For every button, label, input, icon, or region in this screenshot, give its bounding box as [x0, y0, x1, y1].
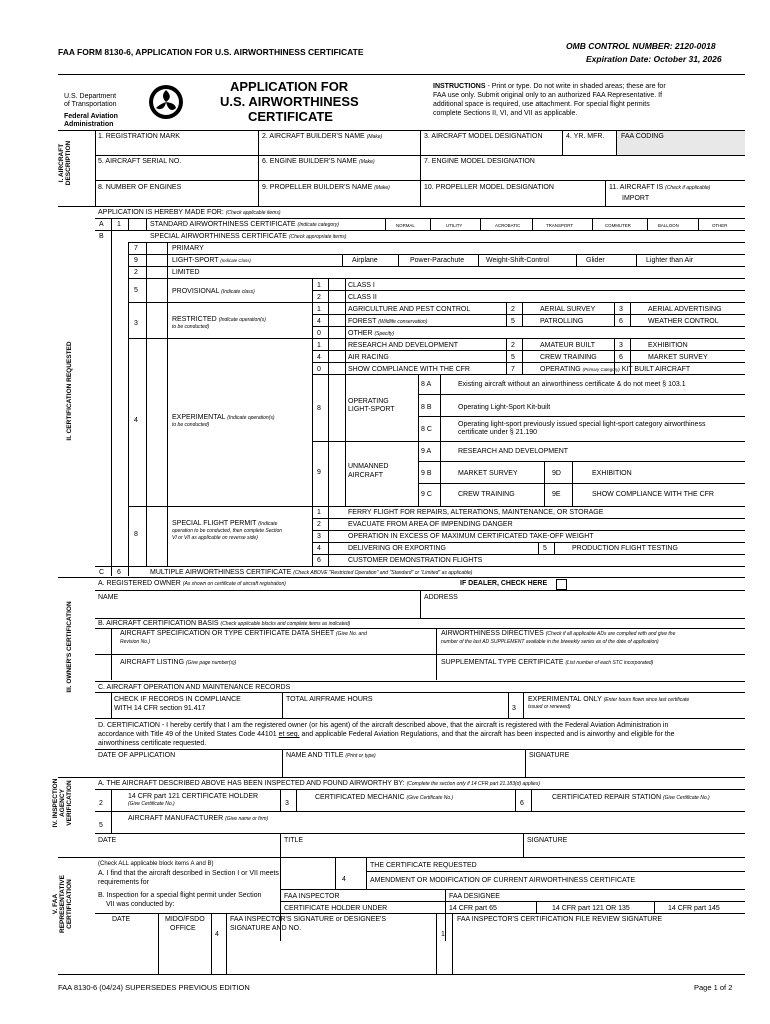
class-lighter-than-air[interactable]: Lighter than Air: [646, 257, 694, 264]
number-engines-field[interactable]: 8. NUMBER OF ENGINES: [98, 184, 182, 191]
certificated-repair-station[interactable]: CERTIFICATED REPAIR STATION (Give Certificate No.): [552, 794, 710, 801]
section-owner-label: III. OWNER'S CERTIFICATION: [66, 601, 73, 693]
supplemental-type-certificate[interactable]: SUPPLEMENTAL TYPE CERTIFICATE (List number of each STC incorporated): [441, 659, 654, 666]
inspected-by-text: A. THE AIRCRAFT DESCRIBED ABOVE HAS BEEN INSPECTED AND FOUND AIRWORTHY BY: (Complete the section only if 14 CFR part 21.183(d) applies): [98, 780, 541, 787]
operating-kit-built[interactable]: OPERATING (Primary Category) KIT BUILT AIRCRAFT: [540, 366, 691, 373]
model-designation-field[interactable]: 3. AIRCRAFT MODEL DESIGNATION: [424, 133, 543, 140]
if-dealer-label: IF DEALER, CHECK HERE: [460, 580, 548, 587]
certification-basis: B. AIRCRAFT CERTIFICATION BASIS (Check applicable blocks and complete items as indicated): [98, 620, 351, 627]
builder-name-field[interactable]: 2. AIRCRAFT BUILDER'S NAME (Make): [262, 133, 383, 140]
instructions: INSTRUCTIONS - Print or type. Do not write in shaded areas; these are for: [433, 83, 666, 90]
aircraft-listing[interactable]: AIRCRAFT LISTING (Give page number(s)): [120, 659, 237, 666]
faa-coding: FAA CODING: [621, 133, 664, 140]
weather-control[interactable]: WEATHER CONTROL: [648, 318, 719, 325]
form-title: FAA FORM 8130-6, APPLICATION FOR U.S. AIRWORTHINESS CERTIFICATE: [58, 47, 364, 57]
patrolling[interactable]: PATROLLING: [540, 318, 584, 325]
market-survey[interactable]: MARKET SURVEY: [648, 354, 708, 361]
class-power-parachute[interactable]: Power-Parachute: [410, 257, 465, 264]
owner-certification-text: D. CERTIFICATION - I hereby certify that I am the registered owner (or his agent) of the aircraft described above, that the aircraft is registered with the Federal Aviation Administration in: [98, 722, 669, 729]
class-i[interactable]: CLASS I: [348, 282, 375, 289]
operation-records: C. AIRCRAFT OPERATION AND MAINTENANCE RECORDS: [98, 684, 291, 691]
category-commuter[interactable]: COMMUTER: [605, 223, 631, 228]
provisional-option[interactable]: PROVISIONAL (Indicate class): [172, 288, 255, 295]
experimental-option[interactable]: EXPERIMENTAL (Indicate operation(s): [172, 414, 275, 421]
class-glider[interactable]: Glider: [586, 257, 605, 264]
amateur-built[interactable]: AMATEUR BUILT: [540, 342, 595, 349]
special-certificate[interactable]: SPECIAL AIRWORTHINESS CERTIFICATE (Check appropriate items): [150, 233, 347, 240]
agriculture-pest[interactable]: AGRICULTURE AND PEST CONTROL: [348, 306, 471, 313]
registration-mark-field[interactable]: 1. REGISTRATION MARK: [98, 133, 180, 140]
app-title: APPLICATION FOR: [230, 79, 349, 94]
exhibition[interactable]: EXHIBITION: [648, 342, 688, 349]
limited-option[interactable]: LIMITED: [172, 269, 200, 276]
unmanned-aircraft: UNMANNED: [348, 463, 389, 470]
part-145-option[interactable]: 14 CFR part 145: [668, 905, 720, 912]
option-a[interactable]: A: [99, 221, 104, 228]
airworthiness-directives[interactable]: AIRWORTHINESS DIRECTIVES (Check if all applicable ADs are complied with and give the: [441, 630, 676, 637]
yr-mfr-field[interactable]: 4. YR. MFR.: [566, 133, 605, 140]
category-normal[interactable]: NORMAL: [396, 223, 415, 228]
faa-inspector-option[interactable]: FAA INSPECTOR: [284, 893, 340, 900]
inspection-signature-field[interactable]: SIGNATURE: [527, 837, 568, 844]
delivering-exporting[interactable]: DELIVERING OR EXPORTING: [348, 545, 446, 552]
registered-owner: A. REGISTERED OWNER (As shown on certificate of aircraft registration): [98, 580, 286, 587]
crew-training[interactable]: CREW TRAINING: [540, 354, 597, 361]
special-flight-permit[interactable]: SPECIAL FLIGHT PERMIT (Indicate: [172, 520, 278, 527]
dot-logo-icon: [148, 84, 184, 120]
other-specify[interactable]: OTHER (Specify): [348, 330, 395, 337]
amendment-modification[interactable]: AMENDMENT OR MODIFICATION OF CURRENT AIRWORTHINESS CERTIFICATE: [370, 877, 636, 884]
option-9e[interactable]: SHOW COMPLIANCE WITH THE CFR: [592, 491, 714, 498]
option-8c[interactable]: Operating light-sport previously issued special light-sport category airworthiness: [458, 421, 706, 428]
light-sport-option[interactable]: LIGHT-SPORT (Indicate Class): [172, 257, 251, 264]
option-9a[interactable]: RESEARCH AND DEVELOPMENT: [458, 448, 569, 455]
experimental-only-hours[interactable]: EXPERIMENTAL ONLY (Enter hours flown since last certificate: [528, 696, 690, 703]
page-number: Page 1 of 2: [694, 983, 733, 992]
part-121-holder[interactable]: 14 CFR part 121 CERTIFICATE HOLDER: [128, 793, 259, 800]
owner-name-field[interactable]: NAME: [98, 594, 119, 601]
section-faa-label: V. FAA REPRESENTATIVE CERTIFICATION: [52, 875, 73, 933]
option-9b[interactable]: MARKET SURVEY: [458, 470, 518, 477]
agency-name: Federal Aviation: [64, 113, 118, 120]
special-flight-inspection: B. Inspection for a special flight permit under Section: [98, 892, 262, 899]
inspector-signature-field[interactable]: FAA INSPECTOR'S SIGNATURE or DESIGNEE'S: [230, 916, 387, 923]
operating-light-sport: OPERATING: [348, 398, 389, 405]
class-airplane[interactable]: Airplane: [352, 257, 378, 264]
operation-excess-weight[interactable]: OPERATION IN EXCESS OF MAXIMUM CERTIFICATED TAKE-OFF WEIGHT: [348, 533, 594, 540]
date-of-application-field[interactable]: DATE OF APPLICATION: [98, 752, 176, 759]
evacuate[interactable]: EVACUATE FROM AREA OF IMPENDING DANGER: [348, 521, 513, 528]
engine-model-field[interactable]: 7. ENGINE MODEL DESIGNATION: [424, 158, 535, 165]
class-ii[interactable]: CLASS II: [348, 294, 377, 301]
omb-number: OMB CONTROL NUMBER: 2120-0018: [566, 41, 716, 51]
aircraft-is-label: 11. AIRCRAFT IS (Check if applicable): [609, 184, 711, 191]
aerial-advertising[interactable]: AERIAL ADVERTISING: [648, 306, 722, 313]
check-all-note: (Check ALL applicable block items A and B): [98, 861, 214, 867]
restricted-option[interactable]: RESTRICTED (Indicate operation(s): [172, 316, 266, 323]
aircraft-manufacturer[interactable]: AIRCRAFT MANUFACTURER (Give name or firm): [128, 815, 269, 822]
owner-address-field[interactable]: ADDRESS: [424, 594, 458, 601]
option-b[interactable]: B: [99, 233, 104, 240]
section-inspection-label: IV. INSPECTION AGENCY VERIFICATION: [52, 778, 73, 828]
engine-builder-field[interactable]: 6. ENGINE BUILDER'S NAME (Make): [262, 158, 375, 165]
show-compliance[interactable]: SHOW COMPLIANCE WITH THE CFR: [348, 366, 470, 373]
category-transport[interactable]: TRANSPORT: [546, 223, 573, 228]
section-aircraft-label: I. AIRCRAFT DESCRIPTION: [58, 140, 72, 186]
category-acrobatic[interactable]: ACROBATIC: [495, 223, 521, 228]
faa-date-field[interactable]: DATE: [112, 916, 131, 923]
standard-certificate[interactable]: STANDARD AIRWORTHINESS CERTIFICATE (Indicate category): [150, 221, 339, 228]
primary-option[interactable]: PRIMARY: [172, 245, 204, 252]
aerial-survey[interactable]: AERIAL SURVEY: [540, 306, 596, 313]
production-flight-testing[interactable]: PRODUCTION FLIGHT TESTING: [572, 545, 678, 552]
type-certificate-data-sheet[interactable]: AIRCRAFT SPECIFICATION OR TYPE CERTIFICATE DATA SHEET (Give No. and: [120, 630, 367, 637]
serial-no-field[interactable]: 5. AIRCRAFT SERIAL NO.: [98, 158, 182, 165]
ferry-flight[interactable]: FERRY FLIGHT FOR REPAIRS, ALTERATIONS, MAINTENANCE, OR STORAGE: [348, 509, 604, 516]
file-review-signature-field[interactable]: FAA INSPECTOR'S CERTIFICATION FILE REVIEW SIGNATURE: [457, 916, 663, 923]
section-certification-label: II. CERTIFICATION REQUESTED: [66, 341, 73, 441]
multiple-certificate[interactable]: MULTIPLE AIRWORTHINESS CERTIFICATE (Check ABOVE "Restricted Operation" and "Standard" or "Limited" as applicable): [150, 569, 473, 576]
part-121-135-option[interactable]: 14 CFR part 121 OR 135: [552, 905, 630, 912]
certificate-holder-under[interactable]: CERTIFICATE HOLDER UNDER: [284, 905, 388, 912]
propeller-model-field[interactable]: 10. PROPELLER MODEL DESIGNATION: [424, 184, 554, 191]
option-9d[interactable]: EXHIBITION: [592, 470, 632, 477]
owner-signature-field[interactable]: SIGNATURE: [529, 752, 570, 759]
inspection-date-field[interactable]: DATE: [98, 837, 117, 844]
import-checkbox[interactable]: IMPORT: [622, 195, 650, 202]
form-edition: FAA 8130-6 (04/24) SUPERSEDES PREVIOUS EDITION: [58, 983, 250, 992]
dept-name: U.S. Department: [64, 93, 117, 100]
dealer-checkbox[interactable]: [556, 579, 567, 590]
option-8a[interactable]: Existing aircraft without an airworthiness certificate & do not meet § 103.1: [458, 381, 686, 388]
class-weight-shift[interactable]: Weight-Shift-Control: [486, 257, 549, 264]
forest[interactable]: FOREST (Wildlife conservation): [348, 318, 428, 325]
name-title-field[interactable]: NAME AND TITLE (Print or type): [286, 752, 376, 759]
certificated-mechanic[interactable]: CERTIFICATED MECHANIC (Give Certificate No.): [315, 794, 454, 801]
application-made-for: APPLICATION IS HEREBY MADE FOR: (Check applicable items): [98, 209, 281, 216]
part-65-option[interactable]: 14 CFR part 65: [449, 905, 497, 912]
option-9c[interactable]: CREW TRAINING: [458, 491, 515, 498]
category-utility[interactable]: UTILITY: [446, 223, 463, 228]
mido-fsdo-office-field[interactable]: MIDO/FSDO: [165, 916, 205, 923]
faa-designee-option[interactable]: FAA DESIGNEE: [449, 893, 500, 900]
category-balloon[interactable]: BALLOON: [658, 223, 679, 228]
records-compliance[interactable]: CHECK IF RECORDS IN COMPLIANCE: [114, 696, 241, 703]
expiration-date: Expiration Date: October 31, 2026: [586, 54, 722, 64]
inspection-title-field[interactable]: TITLE: [284, 837, 304, 844]
category-other[interactable]: OTHER: [712, 223, 728, 228]
certificate-requested[interactable]: THE CERTIFICATE REQUESTED: [370, 862, 477, 869]
option-8b[interactable]: Operating Light-Sport Kit-built: [458, 404, 551, 411]
customer-demo[interactable]: CUSTOMER DEMONSTRATION FLIGHTS: [348, 557, 483, 564]
option-c[interactable]: C: [99, 569, 105, 576]
total-airframe-hours[interactable]: TOTAL AIRFRAME HOURS: [286, 696, 373, 703]
faa-find-text: A. I find that the aircraft described in Section I or VII meets: [98, 870, 279, 877]
propeller-builder-field[interactable]: 9. PROPELLER BUILDER'S NAME (Make): [262, 184, 390, 191]
research-development[interactable]: RESEARCH AND DEVELOPMENT: [348, 342, 459, 349]
air-racing[interactable]: AIR RACING: [348, 354, 389, 361]
